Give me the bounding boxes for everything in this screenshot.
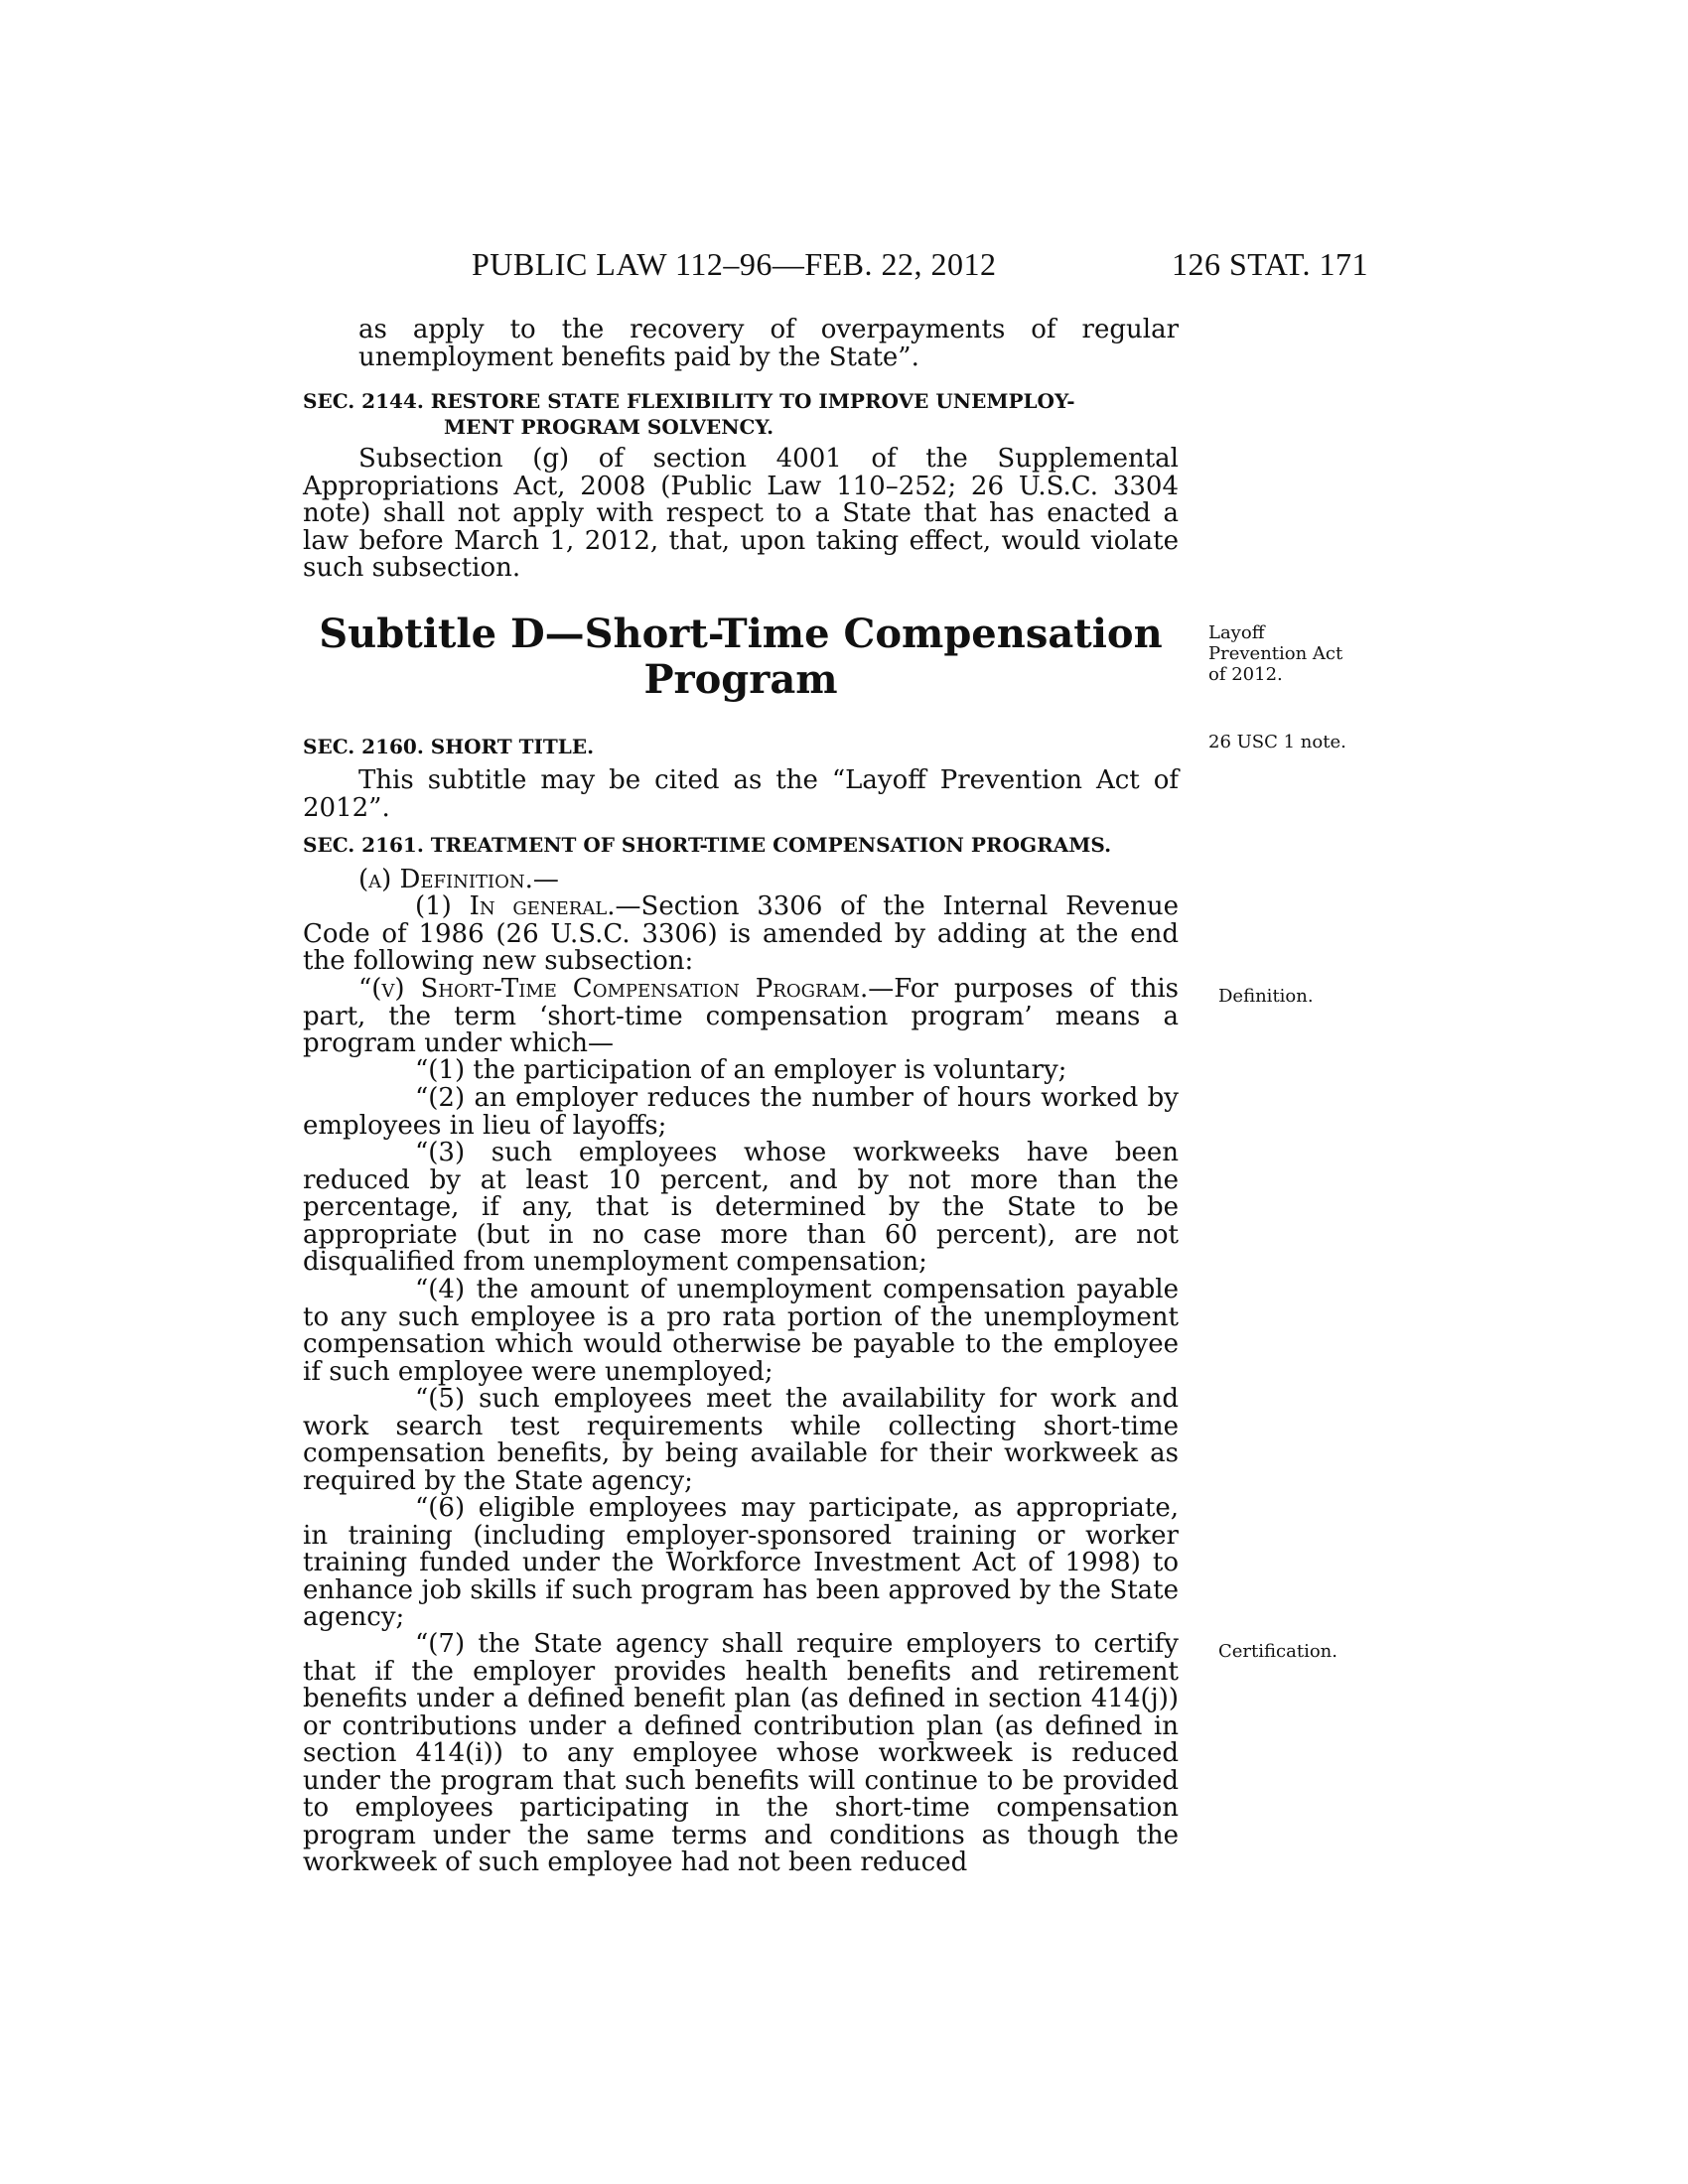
v-lead: “(v) Short-Time Compensation Program. <box>358 974 869 1004</box>
paragraph-1-in-general <box>303 893 1179 976</box>
list-item-7: “(7) the State agency shall require employers to certify that if the employer provides health benefits and retirement benefits under a defined benefit plan (as defined in section 414(j)) or contributions under a defined contribution plan (as defined in section 414(i)) to any employee whose workweek is reduced under the program that such benefits will continue to be provided to employees participating in the short-time compensation program under the same terms and conditions as though the workweek of such employee had not been reduced <box>303 1629 1179 1877</box>
subsection-a-definition: (a) Definition.— <box>358 865 559 894</box>
margin-note-certification: Certification. <box>1218 1641 1337 1662</box>
list-item-4: “(4) the amount of unemployment compensation payable to any such employee is a pro rata portion of the unemployment compensation which would otherwise be payable to the employee if such employee were unemployed; <box>303 1275 1179 1387</box>
paragraph-recovery: as apply to the recovery of overpayments of regular unemployment benefits paid by the State”. <box>358 315 1179 372</box>
section-2144-label-cont: MENT PROGRAM SOLVENCY. <box>444 415 774 439</box>
running-header-left: PUBLIC LAW 112–96—FEB. 22, 2012 <box>472 246 997 282</box>
list-item-6: “(6) eligible employees may participate, as appropriate, in training (including employer-sponsored training or worker training funded under the Workforce Investment Act of 1998) to enhance job skills if such program has been approved by the State agency; <box>303 1493 1179 1632</box>
in-general-text: —Section 3306 of the Internal Revenue Code of 1986 (26 U.S.C. 3306) is amended by adding at the end the following new subsection: <box>303 891 1179 976</box>
margin-note-line-2: Prevention Act <box>1208 643 1343 664</box>
subtitle-heading <box>303 612 1179 703</box>
section-heading-2161: SEC. 2161. TREATMENT OF SHORT-TIME COMPENSATION PROGRAMS. <box>303 833 1112 857</box>
margin-note-definition: Definition. <box>1218 986 1314 1007</box>
margin-note-usc: 26 USC 1 note. <box>1208 732 1346 752</box>
section-heading-2144 <box>303 388 1179 440</box>
margin-note-line-3: of 2012. <box>1208 664 1283 685</box>
margin-note-layoff-prevention-act <box>1208 622 1342 685</box>
section-heading-2160: SEC. 2160. SHORT TITLE. <box>303 735 595 758</box>
list-item-5: “(5) such employees meet the availability for work and work search test requirements while collecting short-time compensation benefits, by being available for their workweek as required by the State agency; <box>303 1384 1179 1496</box>
margin-note-line-1: Layoff <box>1208 622 1265 643</box>
paragraph-2144: Subsection (g) of section 4001 of the Supplemental Appropriations Act, 2008 (Public Law 110–252; 26 U.S.C. 3304 note) shall not apply with respect to a State that has enacted a law before March 1, 2012, that, upon taking effect, would violate such subsection. <box>303 444 1179 583</box>
subtitle-line-1: Subtitle D—Short-Time Compensation <box>319 611 1163 657</box>
v-text: —For purposes of this part, the term ‘short-time compensation program’ means a program under which— <box>303 974 1179 1058</box>
page-number: 126 STAT. 171 <box>1172 246 1369 282</box>
list-item-3: “(3) such employees whose workweeks have been reduced by at least 10 percent, and by not more than the percentage, if any, that is determined by the State to be appropriate (but in no case more than 60 percent), are not disqualified from unemployment compensation; <box>303 1138 1179 1277</box>
paragraph-2160: This subtitle may be cited as the “Layoff Prevention Act of 2012”. <box>303 765 1179 823</box>
section-2144-label: SEC. 2144. RESTORE STATE FLEXIBILITY TO IMPROVE UNEMPLOY- <box>303 389 1075 413</box>
list-item-1: “(1) the participation of an employer is voluntary; <box>415 1055 1067 1085</box>
subtitle-line-2: Program <box>643 656 838 703</box>
paragraph-v-definition <box>303 976 1179 1058</box>
in-general-lead: (1) In general. <box>415 891 616 921</box>
list-item-2: “(2) an employer reduces the number of hours worked by employees in lieu of layoffs; <box>303 1083 1179 1141</box>
